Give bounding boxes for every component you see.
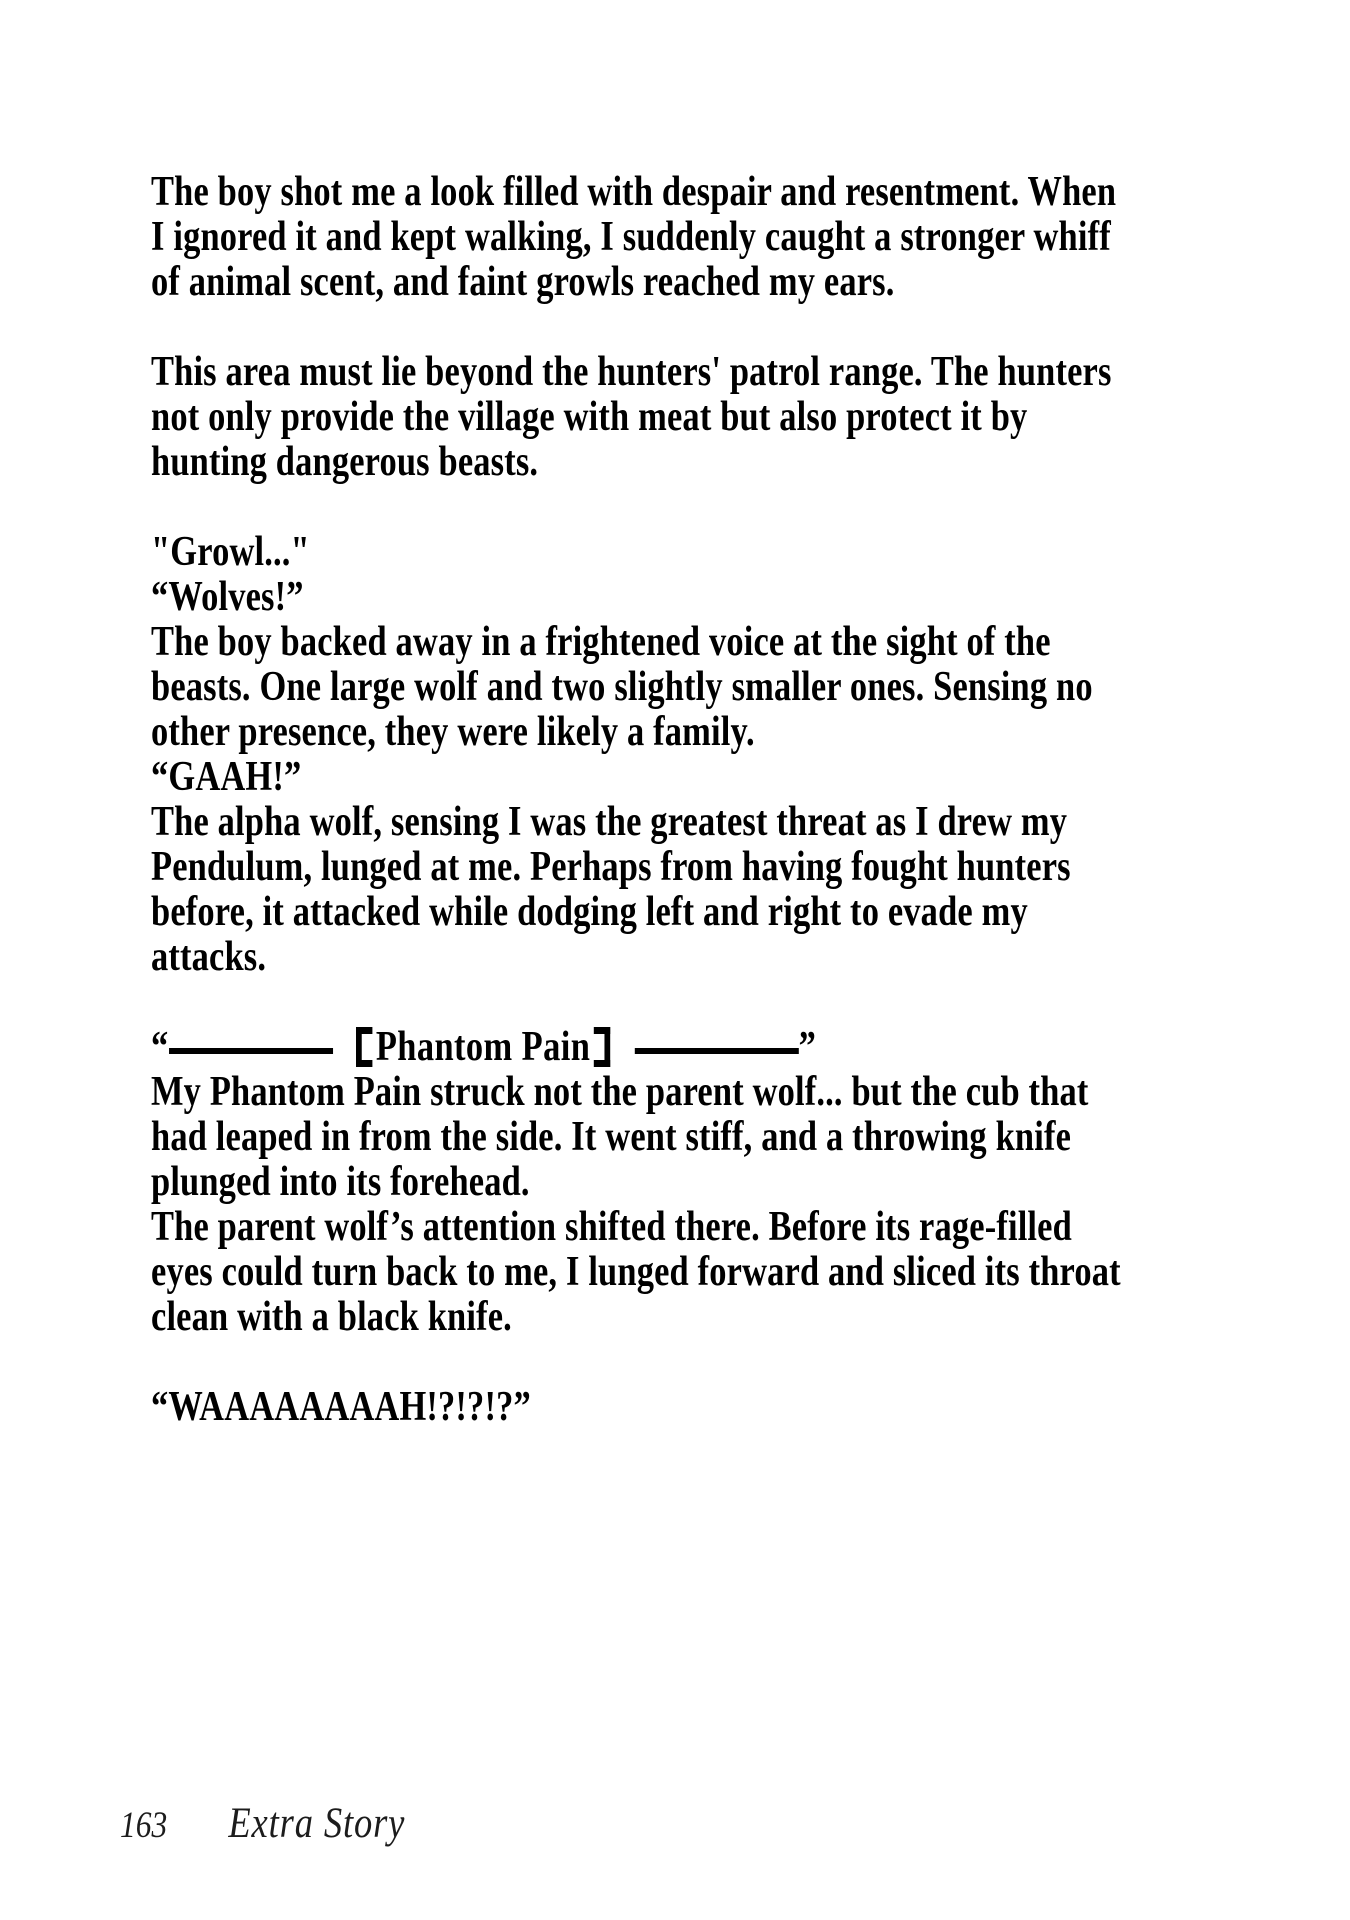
story-line: My Phantom Pain struck not the parent wolf... but the cub that <box>151 1069 1089 1115</box>
story-line: not only provide the village with meat but also protect it by <box>151 394 1028 440</box>
close-quote: ” <box>798 1024 816 1070</box>
story-line: beasts. One large wolf and two slightly smaller ones. Sensing no <box>151 664 1093 710</box>
lenticular-bracket-right-icon <box>594 1027 610 1067</box>
story-line: plunged into its forehead. <box>151 1159 530 1205</box>
page-number: 163 <box>120 1805 168 1846</box>
section-title: Extra Story <box>228 1800 406 1847</box>
story-line: clean with a black knife. <box>151 1294 512 1340</box>
dialogue-line: “Wolves!” <box>151 574 304 620</box>
story-line: hunting dangerous beasts. <box>151 439 539 485</box>
dialogue-line: “WAAAAAAAAH!?!?!?” <box>151 1384 531 1430</box>
story-line: I ignored it and kept walking, I suddenly caught a stronger whiff <box>151 214 1111 260</box>
story-line: had leaped in from the side. It went stiff, and a throwing knife <box>151 1114 1072 1160</box>
skill-name-label: Phantom Pain <box>375 1024 591 1070</box>
story-line: of animal scent, and faint growls reached my ears. <box>151 259 895 305</box>
story-line: eyes could turn back to me, I lunged forward and sliced its throat <box>151 1249 1121 1295</box>
story-line: This area must lie beyond the hunters' patrol range. The hunters <box>151 349 1112 395</box>
skill-invocation-line <box>151 1025 1217 1070</box>
paragraph-2 <box>151 350 1217 485</box>
paragraph-1 <box>151 170 1217 305</box>
paragraph-3 <box>151 530 1217 980</box>
story-line: Pendulum, lunged at me. Perhaps from having fought hunters <box>151 844 1071 890</box>
lenticular-bracket-left-icon <box>356 1027 372 1067</box>
story-line: The boy shot me a look filled with despair and resentment. When <box>151 169 1117 215</box>
story-line: The parent wolf’s attention shifted there. Before its rage-filled <box>151 1204 1072 1250</box>
story-line: The boy backed away in a frightened voice at the sight of the <box>151 619 1051 665</box>
dash-rule-left <box>169 1048 333 1054</box>
paragraph-4 <box>151 1025 1217 1340</box>
open-quote: “ <box>151 1024 169 1070</box>
story-text-block <box>151 170 1217 1430</box>
story-line: before, it attacked while dodging left and right to evade my <box>151 889 1028 935</box>
page-footer <box>120 1800 406 1847</box>
story-line: other presence, they were likely a family. <box>151 709 755 755</box>
dash-rule-right <box>635 1048 799 1054</box>
story-line: The alpha wolf, sensing I was the greatest threat as I drew my <box>151 799 1068 845</box>
dialogue-line: "Growl..." <box>151 529 310 575</box>
paragraph-5 <box>151 1385 1217 1430</box>
story-line: attacks. <box>151 934 267 980</box>
dialogue-line: “GAAH!” <box>151 754 302 800</box>
